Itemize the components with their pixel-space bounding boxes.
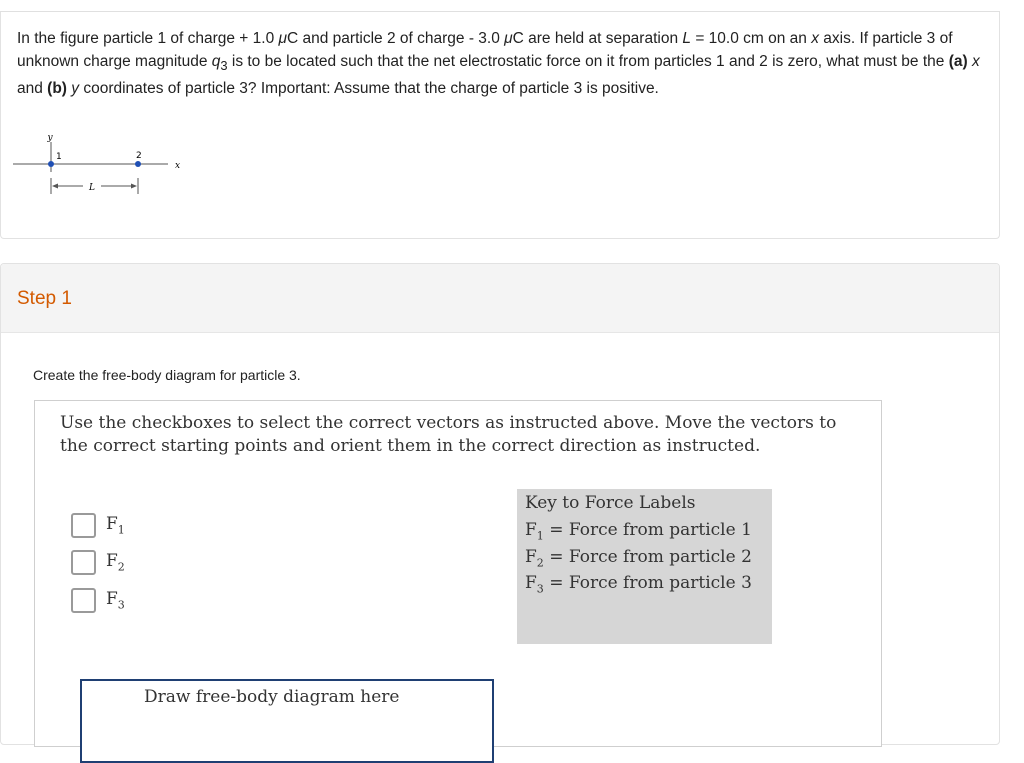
y-axis-label: y [47, 134, 53, 143]
fbd-widget [34, 400, 882, 747]
checkbox-f2-row[interactable] [71, 549, 125, 575]
problem-statement: In the figure particle 1 of charge + 1.0 μC and particle 2 of charge - 3.0 μC are held at separation L = 10.0 cm on an x axis. If particle 3 of unknown charge magnitude $q_3$ is to be located such that the net electrostatic force on it from particles 1 and 2 is zero, what must be the (a) x and (b) y coordinates of particle 3? Important: Assume that the charge of particle 3 is positive. [17, 30, 980, 98]
problem-card [0, 12, 1000, 239]
checkbox-f3-row[interactable] [71, 587, 125, 613]
step-title: Step 1 [17, 288, 72, 309]
particle-1-label: 1 [56, 152, 62, 162]
key-line-f1: $F_1$ = Force from particle 1 [525, 520, 752, 543]
draw-area[interactable] [80, 679, 494, 763]
particle-figure [13, 134, 193, 199]
particle-1-dot [48, 161, 54, 167]
key-line-f2: $F_2$ = Force from particle 2 [525, 547, 752, 570]
separation-label: L [89, 183, 95, 193]
checkbox-f1-row[interactable] [71, 512, 125, 538]
checkbox-f2-label: $F_2$ [106, 550, 125, 574]
step-instruction: Create the free-body diagram for particle 3. [33, 367, 301, 383]
draw-area-label: Draw free-body diagram here [144, 687, 400, 707]
key-title: Key to Force Labels [525, 493, 696, 513]
checkbox-f3[interactable] [71, 588, 96, 613]
x-axis-label: x [175, 161, 181, 171]
widget-instructions: Use the checkboxes to select the correct vectors as instructed above. Move the vectors to the correct starting points and orient them in the correct direction as instructed. [60, 413, 837, 456]
particle-2-dot [135, 161, 141, 167]
checkbox-f2[interactable] [71, 550, 96, 575]
checkbox-f3-label: $F_3$ [106, 588, 125, 612]
force-key-box [517, 489, 772, 644]
key-line-f3: $F_3$ = Force from particle 3 [525, 573, 752, 596]
step-card [0, 263, 1000, 745]
step-header [1, 264, 999, 333]
sep-arrowhead-right [131, 184, 137, 189]
particle-2-label: 2 [136, 151, 142, 161]
checkbox-f1-label: $F_1$ [106, 513, 125, 537]
checkbox-f1[interactable] [71, 513, 96, 538]
sep-arrowhead-left [52, 184, 58, 189]
